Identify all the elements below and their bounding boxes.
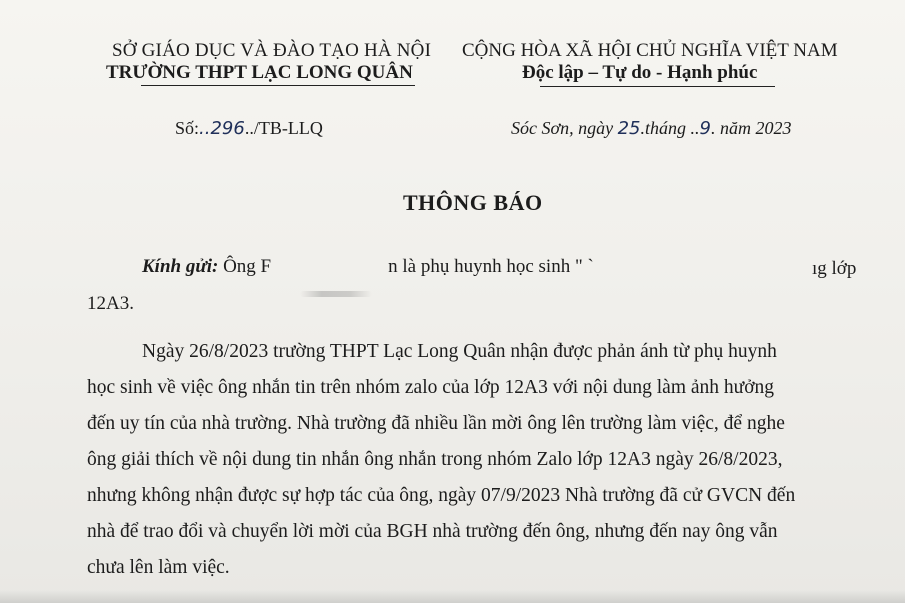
department-name: SỞ GIÁO DỤC VÀ ĐÀO TẠO HÀ NỘI — [112, 40, 432, 61]
reference-number — [175, 118, 323, 139]
date-month-label: .tháng .. — [640, 118, 700, 138]
handwritten-number: ..296 — [199, 118, 245, 139]
recipient-text-before: Ông F — [218, 256, 272, 277]
body-line-7: chưa lên làm việc. — [87, 557, 230, 578]
body-line-3: đến uy tín của nhà trường. Nhà trường đã nhiều lần mời ông lên trường làm việc, để nghe — [87, 413, 785, 434]
body-line-1: Ngày 26/8/2023 trường THPT Lạc Long Quân nhận được phản ánh từ phụ huynh — [142, 341, 777, 362]
recipient-label: Kính gửi: — [142, 256, 219, 277]
redaction-smudge — [300, 291, 372, 297]
recipient-line — [142, 256, 594, 278]
school-name: TRƯỜNG THPT LẠC LONG QUÂN — [106, 62, 413, 83]
national-motto: Độc lập – Tự do - Hạnh phúc — [522, 62, 758, 83]
date-month: 9 — [699, 118, 711, 139]
reference-prefix: Số: — [175, 118, 200, 138]
document-date — [511, 118, 791, 139]
reference-suffix: ../TB-LLQ — [244, 118, 323, 138]
date-day: 25 — [617, 118, 641, 139]
page-bottom-edge — [0, 590, 905, 603]
national-title: CỘNG HÒA XÃ HỘI CHỦ NGHĨA VIỆT NAM — [462, 40, 838, 61]
recipient-class: 12A3. — [87, 293, 134, 314]
date-year: . năm 2023 — [710, 118, 792, 138]
motto-underline — [540, 86, 775, 87]
body-line-5: nhưng không nhận được sự hợp tác của ông, ngày 07/9/2023 Nhà trường đã cử GVCN đến — [87, 485, 796, 506]
recipient-text-middle: n là phụ huynh học sinh " ` — [388, 256, 594, 277]
date-place: Sóc Sơn, ngày — [511, 118, 618, 138]
school-name-underline — [141, 85, 415, 86]
recipient-text-after: ıg lớp — [812, 258, 857, 279]
document-title: THÔNG BÁO — [403, 190, 543, 215]
body-line-6: nhà để trao đổi và chuyển lời mời của BGH nhà trường đến ông, nhưng đến nay ông vẫn — [87, 521, 778, 542]
body-line-4: ông giải thích về nội dung tin nhắn ông nhắn trong nhóm Zalo lớp 12A3 ngày 26/8/2023, — [87, 449, 783, 470]
body-line-2: học sinh về việc ông nhắn tin trên nhóm zalo của lớp 12A3 với nội dung làm ảnh hưởng — [87, 377, 775, 398]
